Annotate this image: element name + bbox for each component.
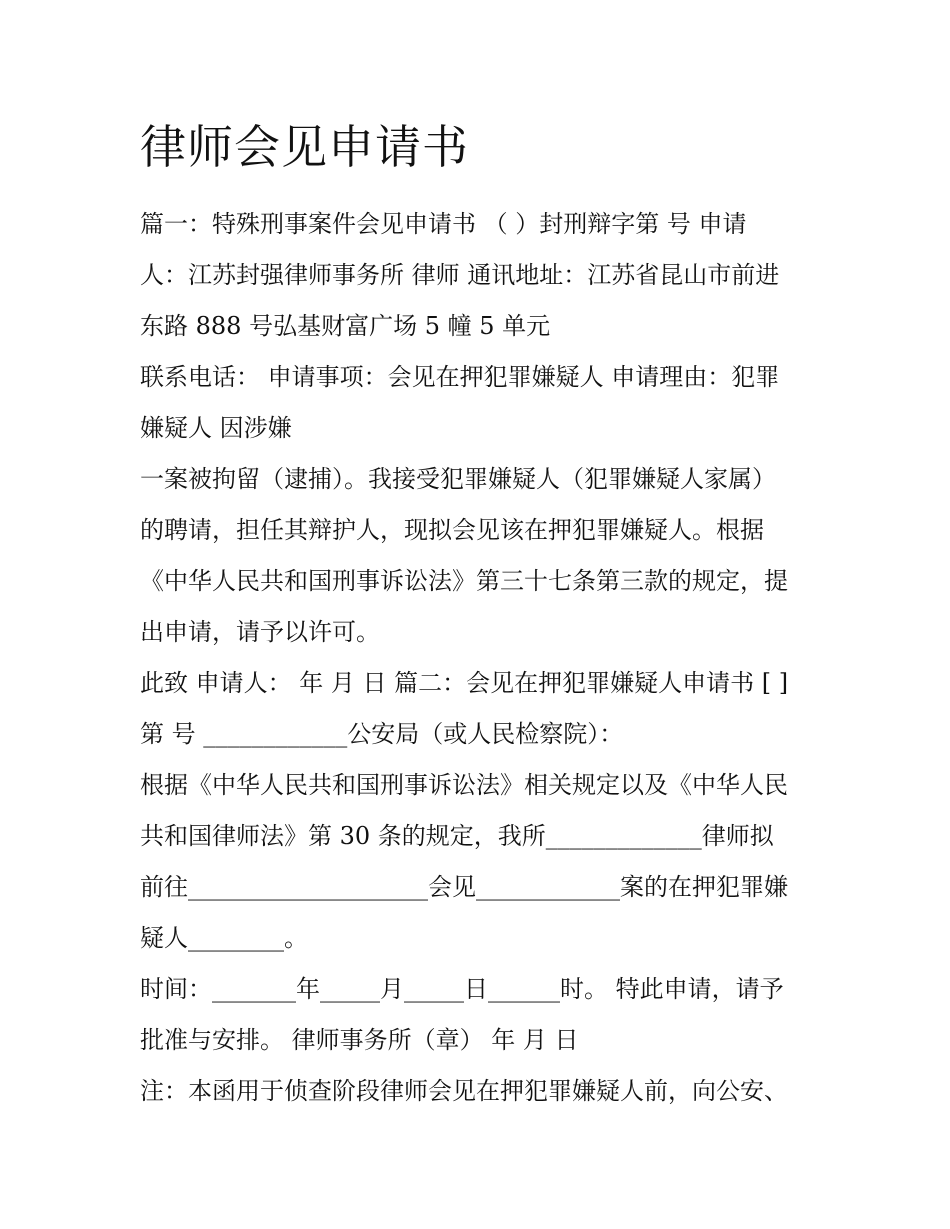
- body-line: 注：本函用于侦查阶段律师会见在押犯罪嫌疑人前，向公安、: [140, 1077, 788, 1105]
- body-line: 根据《中华人民共和国刑事诉讼法》相关规定以及《中华人民: [140, 771, 788, 799]
- body-line: 人：江苏封强律师事务所 律师 通讯地址：江苏省昆山市前进: [140, 261, 780, 289]
- body-line: 的聘请，担任其辩护人，现拟会见该在押犯罪嫌疑人。根据: [140, 516, 764, 544]
- body-line: 此致 申请人： 年 月 日 篇二：会见在押犯罪嫌疑人申请书 [ ]: [140, 669, 789, 697]
- body-line: 出申请，请予以许可。: [140, 618, 380, 646]
- body-line: 一案被拘留（逮捕）。我接受犯罪嫌疑人（犯罪嫌疑人家属）: [140, 465, 776, 493]
- body-line: 嫌疑人 因涉嫌: [140, 414, 292, 442]
- document-title: 律师会见申请书: [140, 120, 469, 174]
- body-line: 疑人________。: [140, 924, 308, 952]
- body-line: 前往____________________会见____________案的在押犯罪嫌: [140, 873, 788, 901]
- body-line: 篇一：特殊刑事案件会见申请书 （ ）封刑辩字第 号 申请: [140, 210, 747, 238]
- document-body: [140, 199, 830, 1117]
- body-line: 联系电话： 申请事项：会见在押犯罪嫌疑人 申请理由：犯罪: [140, 363, 780, 391]
- body-line: 第 号 ____________公安局（或人民检察院）：: [140, 720, 624, 748]
- body-line: 时间：_______年_____月_____日______时。 特此申请，请予: [140, 975, 784, 1003]
- body-line: 共和国律师法》第 30 条的规定，我所_____________律师拟: [140, 822, 774, 850]
- body-line: 《中华人民共和国刑事诉讼法》第三十七条第三款的规定，提: [140, 567, 788, 595]
- body-line: 东路 888 号弘基财富广场 5 幢 5 单元: [140, 312, 551, 340]
- body-line: 批准与安排。 律师事务所（章） 年 月 日: [140, 1026, 579, 1054]
